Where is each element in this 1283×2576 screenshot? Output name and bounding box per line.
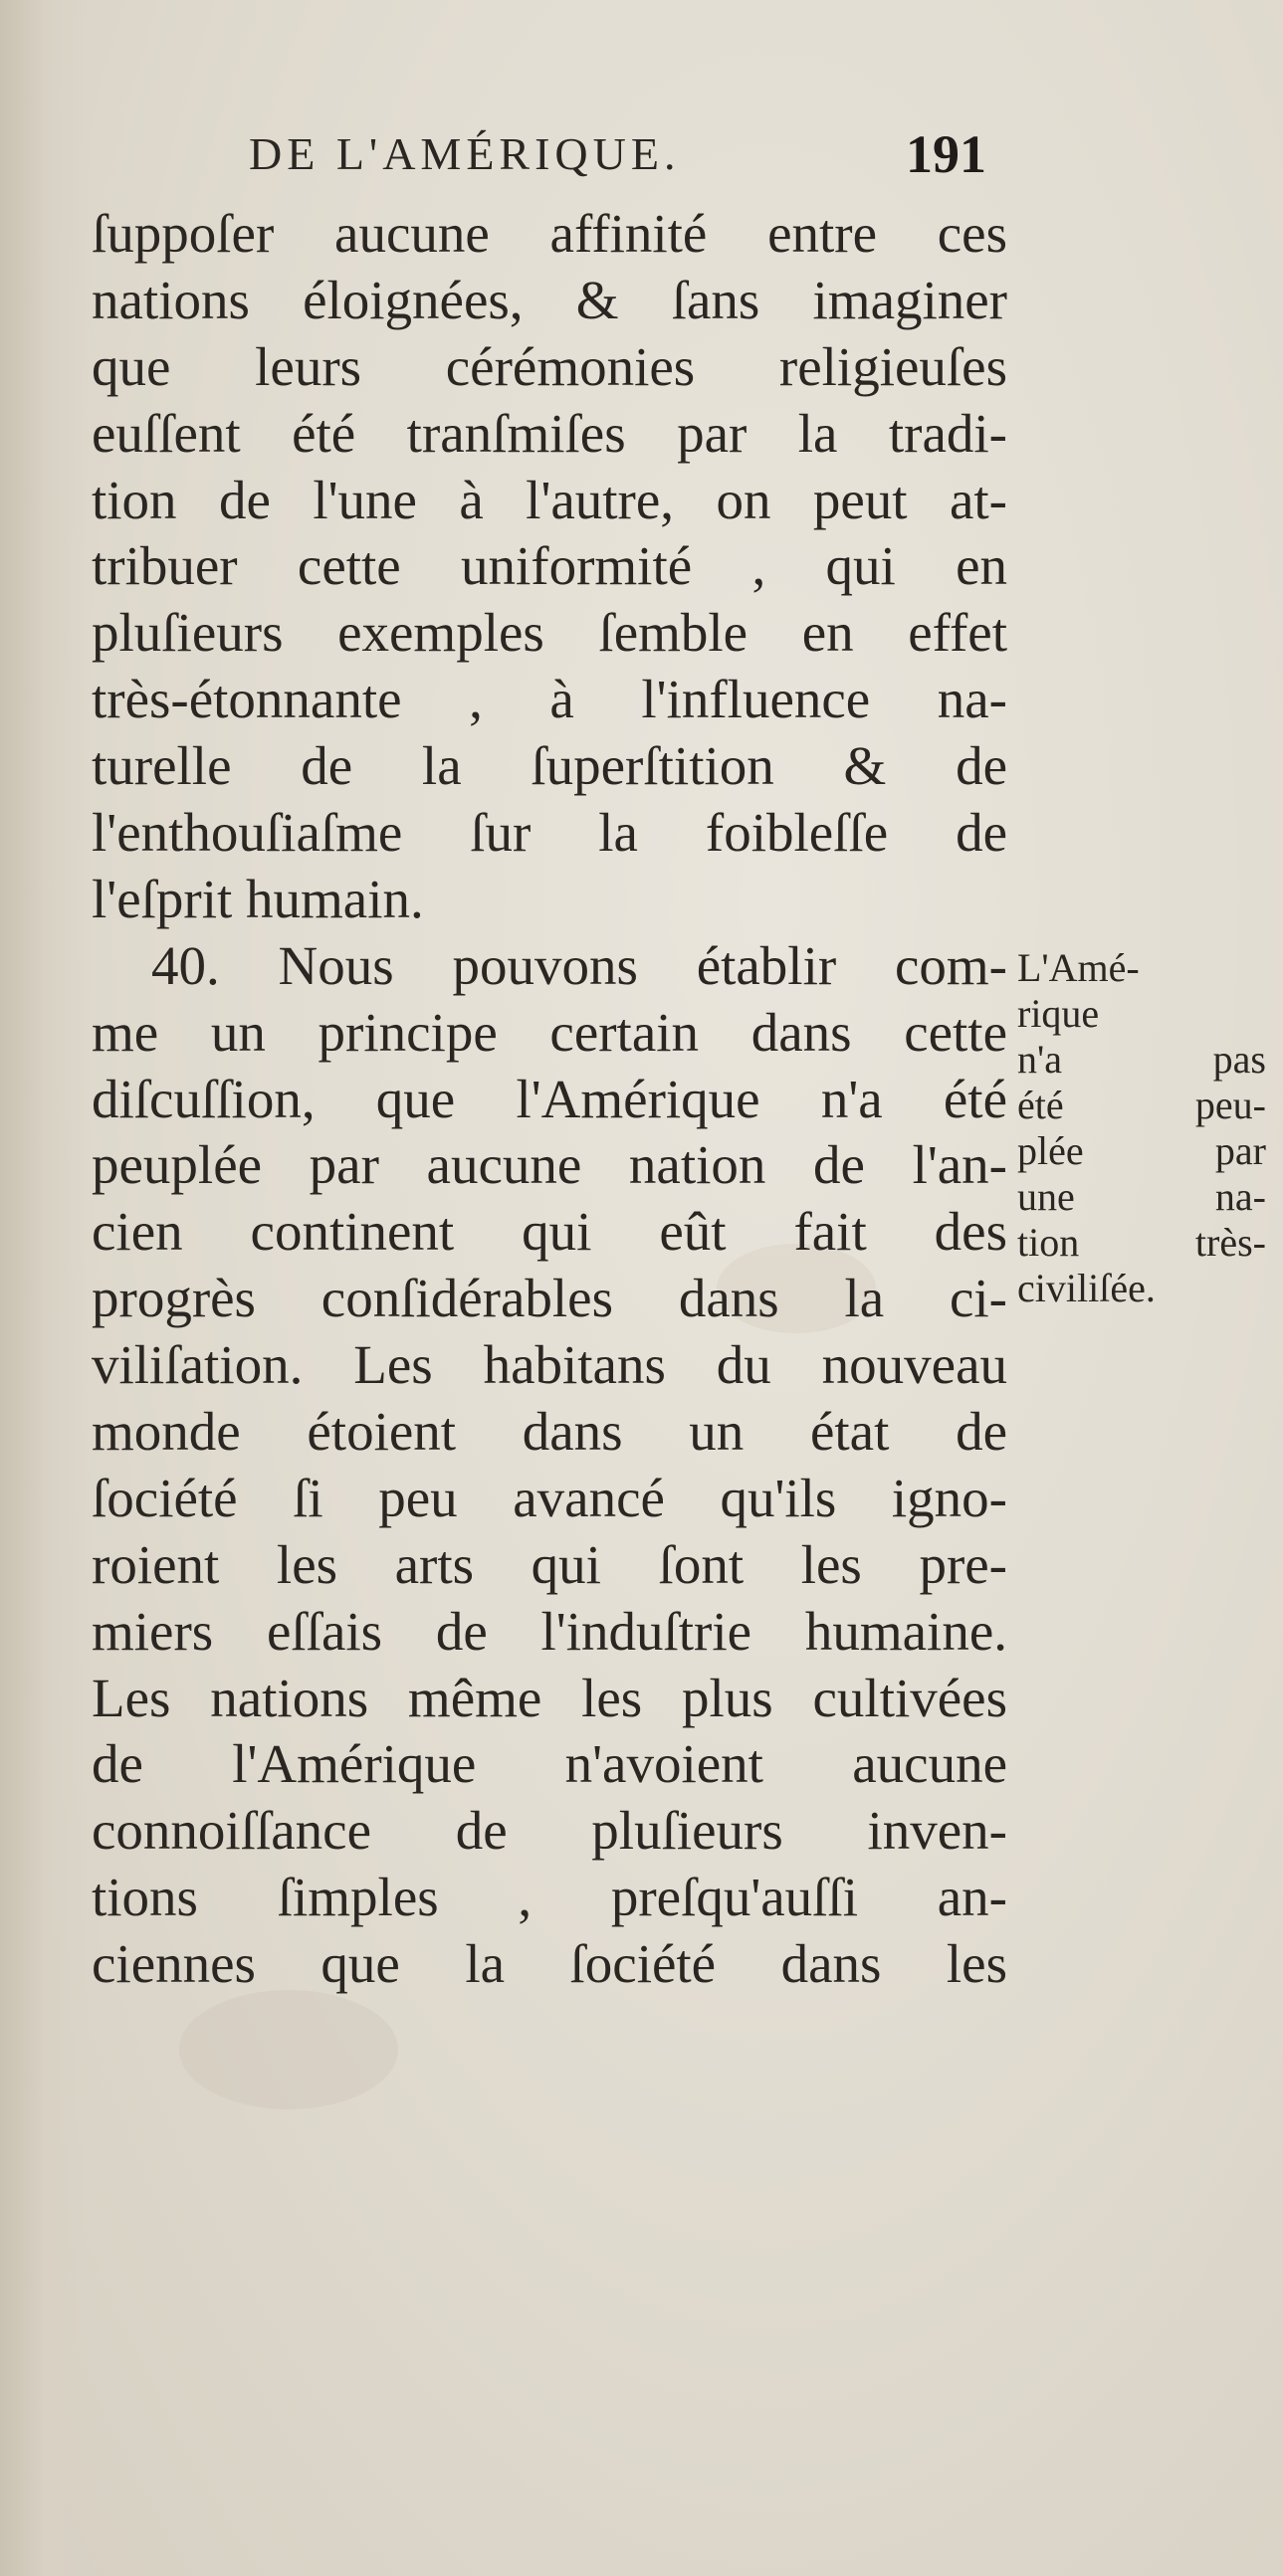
text-line: que leurs cérémonies religieuſes [92,335,1007,397]
text-line: tion de l'une à l'autre, on peut at- [92,469,1007,530]
text-line: de l'Amérique n'avoient aucune [92,1733,1007,1795]
text-line: pluſieurs exemples ſemble en effet [92,602,1007,664]
text-line: me un principe certain dans cette [92,1001,1007,1063]
text-line: ſuppoſer aucune affinité entre ces [92,203,1007,264]
text-line: ciennes que la ſociété dans les [92,1933,1007,1995]
running-head [249,124,1025,187]
text-line: roient les arts qui ſont les pre- [92,1533,1007,1595]
text-line: miers eſſais de l'induſtrie humaine. [92,1600,1007,1662]
text-line: progrès conſidérables dans la ci- [92,1268,1007,1329]
text-line: cien continent qui eût fait des [92,1201,1007,1263]
margin-note-line: civiliſée. [1017,1266,1156,1310]
text-line: diſcuſſion, que l'Amérique n'a été [92,1068,1007,1129]
text-line: tions ſimples , preſqu'auſſi an- [92,1867,1007,1928]
text-line: ſociété ſi peu avancé qu'ils igno- [92,1467,1007,1528]
paragraph-start-line: 40. Nous pouvons établir com- [151,934,1007,996]
body-text [92,201,1007,1998]
text-line: tribuer cette uniformité , qui en [92,535,1007,597]
text-line: viliſation. Les habitans du nouveau [92,1334,1007,1396]
margin-note-line: une na- [1017,1174,1266,1219]
text-line: turelle de la ſuperſtition & de [92,735,1007,797]
text-line: euſſent été tranſmiſes par la tradi- [92,402,1007,464]
margin-note-line: rique [1017,991,1100,1036]
text-line: monde étoient dans un état de [92,1401,1007,1463]
margin-note-line: tion très- [1017,1220,1266,1265]
text-line: très-étonnante , à l'influence na- [92,669,1007,730]
margin-note-line: été peu- [1017,1083,1266,1127]
text-line: connoiſſance de pluſieurs inven- [92,1800,1007,1862]
text-line: Les nations même les plus cultivées [92,1667,1007,1728]
margin-note-line: n'a pas [1017,1037,1266,1082]
paper-stain [179,1990,398,2109]
running-head-title: DE L'AMÉRIQUE. [249,128,681,179]
margin-note-line: L'Amé- [1017,945,1140,990]
margin-note [1017,945,1266,1311]
text-line: peuplée par aucune nation de l'an- [92,1134,1007,1196]
text-line: l'enthouſiaſme ſur la foibleſſe de [92,802,1007,864]
margin-note-line: plée par [1017,1128,1266,1173]
text-line: nations éloignées, & ſans imaginer [92,269,1007,330]
gutter-shadow [0,0,90,2576]
page-number: 191 [906,124,986,184]
text-line: l'eſprit humain. [92,868,424,929]
